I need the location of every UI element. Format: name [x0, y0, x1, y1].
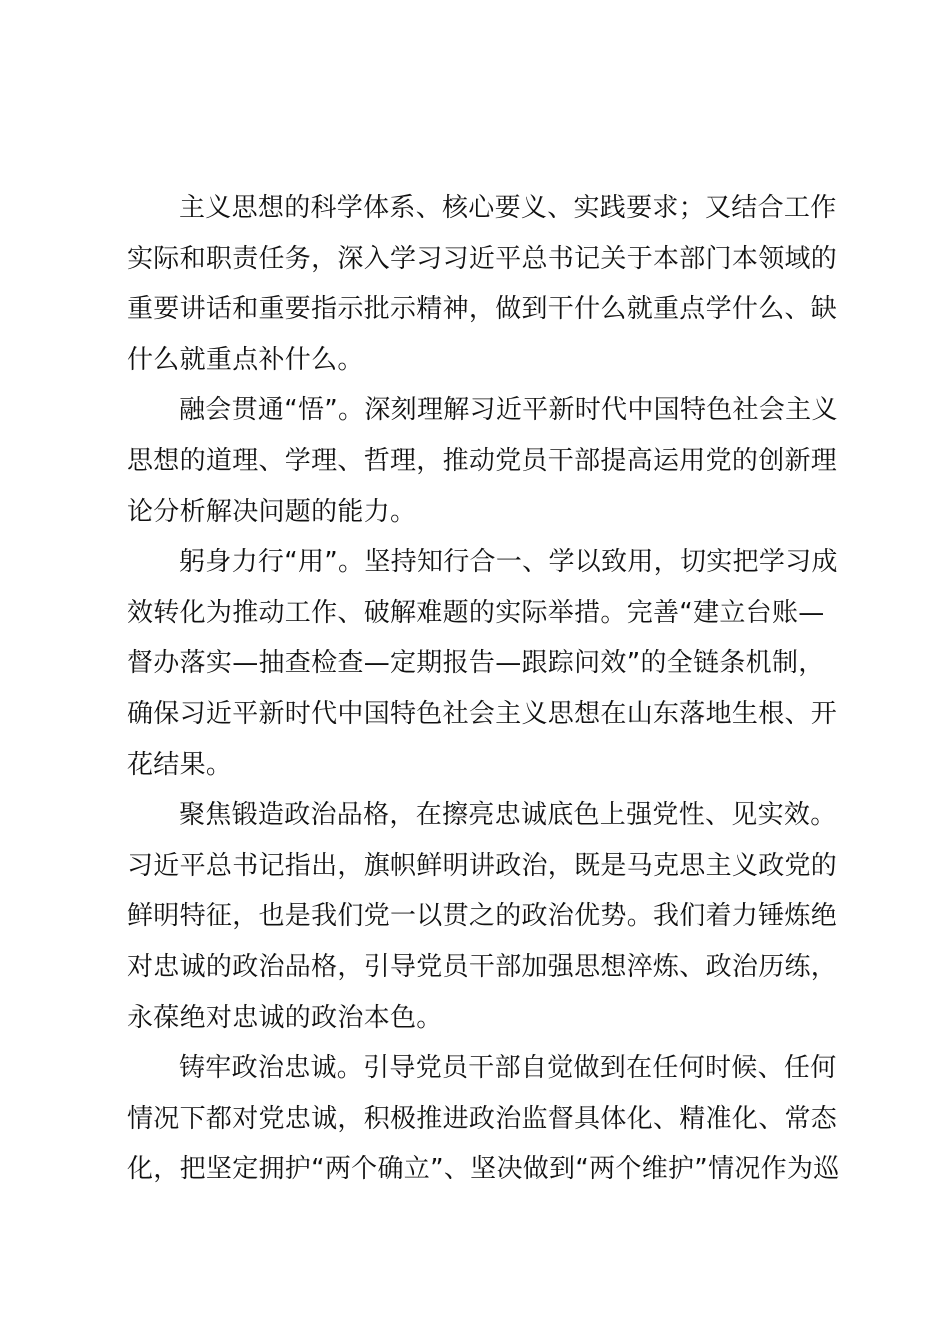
paragraph-apply	[127, 541, 838, 794]
text-line: 聚焦锻造政治品格，在擦亮忠诚底色上强党性、见实效。	[179, 800, 837, 831]
text-line: 对忠诚的政治品格，引导党员干部加强思想淬炼、政治历练，	[127, 951, 838, 982]
paragraph-loyalty	[127, 1047, 840, 1199]
text-line: 重要讲话和重要指示批示精神，做到干什么就重点学什么、缺	[127, 294, 838, 325]
text-line: 论分析解决问题的能力。	[127, 496, 417, 527]
text-line: 主义思想的科学体系、核心要义、实践要求；又结合工作	[179, 193, 837, 223]
text-line: 习近平总书记指出，旗帜鲜明讲政治，既是马克思主义政党的	[127, 850, 838, 881]
text-line: 铸牢政治忠诚。引导党员干部自觉做到在任何时候、任何	[179, 1053, 837, 1084]
text-line: 融会贯通“悟”。深刻理解习近平新时代中国特色社会主义	[179, 395, 838, 426]
text-line: 确保习近平新时代中国特色社会主义思想在山东落地生根、开	[127, 698, 838, 729]
document-page	[127, 187, 840, 1199]
text-line: 思想的道理、学理、哲理，推动党员干部提高运用党的创新理	[127, 445, 838, 476]
text-line: 督办落实—抽查检查—定期报告—跟踪问效”的全链条机制，	[127, 648, 825, 679]
text-line: 什么就重点补什么。	[127, 344, 364, 375]
text-line: 花结果。	[127, 749, 233, 780]
text-line: 实际和职责任务，深入学习习近平总书记关于本部门本领域的	[127, 243, 838, 274]
paragraph-understand	[127, 389, 838, 541]
paragraph-political-character	[127, 794, 838, 1047]
text-line: 鲜明特征，也是我们党一以贯之的政治优势。我们着力锤炼绝	[127, 901, 838, 932]
text-line: 躬身力行“用”。坚持知行合一、学以致用，切实把学习成	[179, 547, 838, 578]
text-line: 化，把坚定拥护“两个确立”、坚决做到“两个维护”情况作为巡	[127, 1154, 840, 1185]
text-line: 情况下都对党忠诚，积极推进政治监督具体化、精准化、常态	[127, 1103, 838, 1134]
text-line: 永葆绝对忠诚的政治本色。	[127, 1002, 443, 1033]
paragraph-study-focus	[127, 187, 838, 389]
text-line: 效转化为推动工作、破解难题的实际举措。完善“建立台账—	[127, 597, 825, 628]
